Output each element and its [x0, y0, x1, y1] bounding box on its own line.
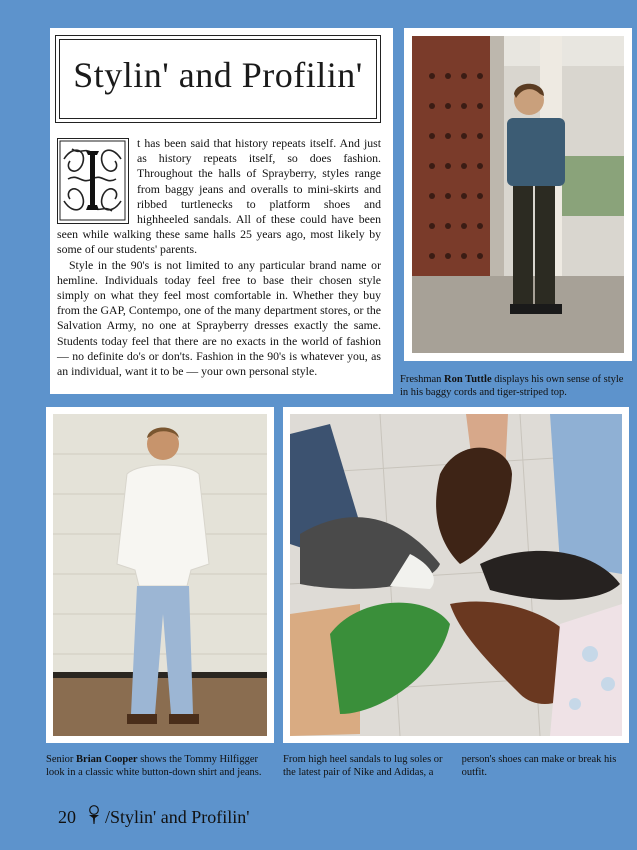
article-panel [50, 28, 393, 394]
caption-shoes [283, 753, 629, 779]
caption-suffix: shows the Tommy Hilfigger look in a classic white button-down shirt and jeans. [46, 754, 262, 778]
photo-frame-ron-tuttle [404, 28, 632, 361]
paragraph-2: Style in the 90's is not limited to any particular brand name or hemline. Individuals today feel free to base their chosen style simply on what they feel most comfortable in. Whether they buy from the GAP, Contempo, one of the many department stores, or the Salvation Army, no one at Sprayberry dresses exactly the same. Students today feel that there are no exacts in the world of fashion — no definite do's or don'ts. Fashion in the 90's is whatever you, as an individual, want it to be — your own personal style. [57, 257, 381, 379]
section-title: /Stylin' and Profilin' [105, 807, 250, 827]
caption-name: Brian Cooper [76, 754, 138, 765]
photo-ron-tuttle [412, 36, 624, 353]
photo-frame-shoes [283, 407, 629, 743]
page-number: 20 [58, 807, 76, 827]
folio [58, 805, 250, 828]
caption-brian-cooper [46, 753, 274, 779]
caption-name: Ron Tuttle [444, 374, 492, 385]
caption-prefix: Freshman [400, 374, 445, 385]
title-box [59, 39, 377, 119]
caption-col-1: From high heel sandals to lug soles or the latest pair of Nike and Adidas, a [283, 754, 443, 778]
photo-shoes [290, 414, 622, 736]
ornate-dropcap [57, 138, 129, 224]
article-title: Stylin' and Profilin' [73, 55, 363, 95]
photo-brian-cooper [53, 414, 267, 736]
caption-prefix: Senior [46, 754, 77, 765]
golf-tee-icon [87, 805, 101, 825]
caption-suffix: displays his own sense of style in his baggy cords and tiger-striped top. [400, 374, 624, 398]
caption-ron-tuttle [400, 373, 632, 399]
caption-col-2: person's shoes can make or break his outfit. [461, 754, 617, 778]
photo-frame-brian-cooper [46, 407, 274, 743]
paragraph-1: t has been said that history repeats itself. And just as history repeats itself, so does fashion. Throughout the halls of Sprayberry, styles range from baggy jeans and overalls to mini-skirts and ribbed turtlenecks to platform shoes and highheeled sandals. All of these could have been seen while walking these same halls 25 years ago, most likely by some of our students' parents. [57, 136, 381, 257]
